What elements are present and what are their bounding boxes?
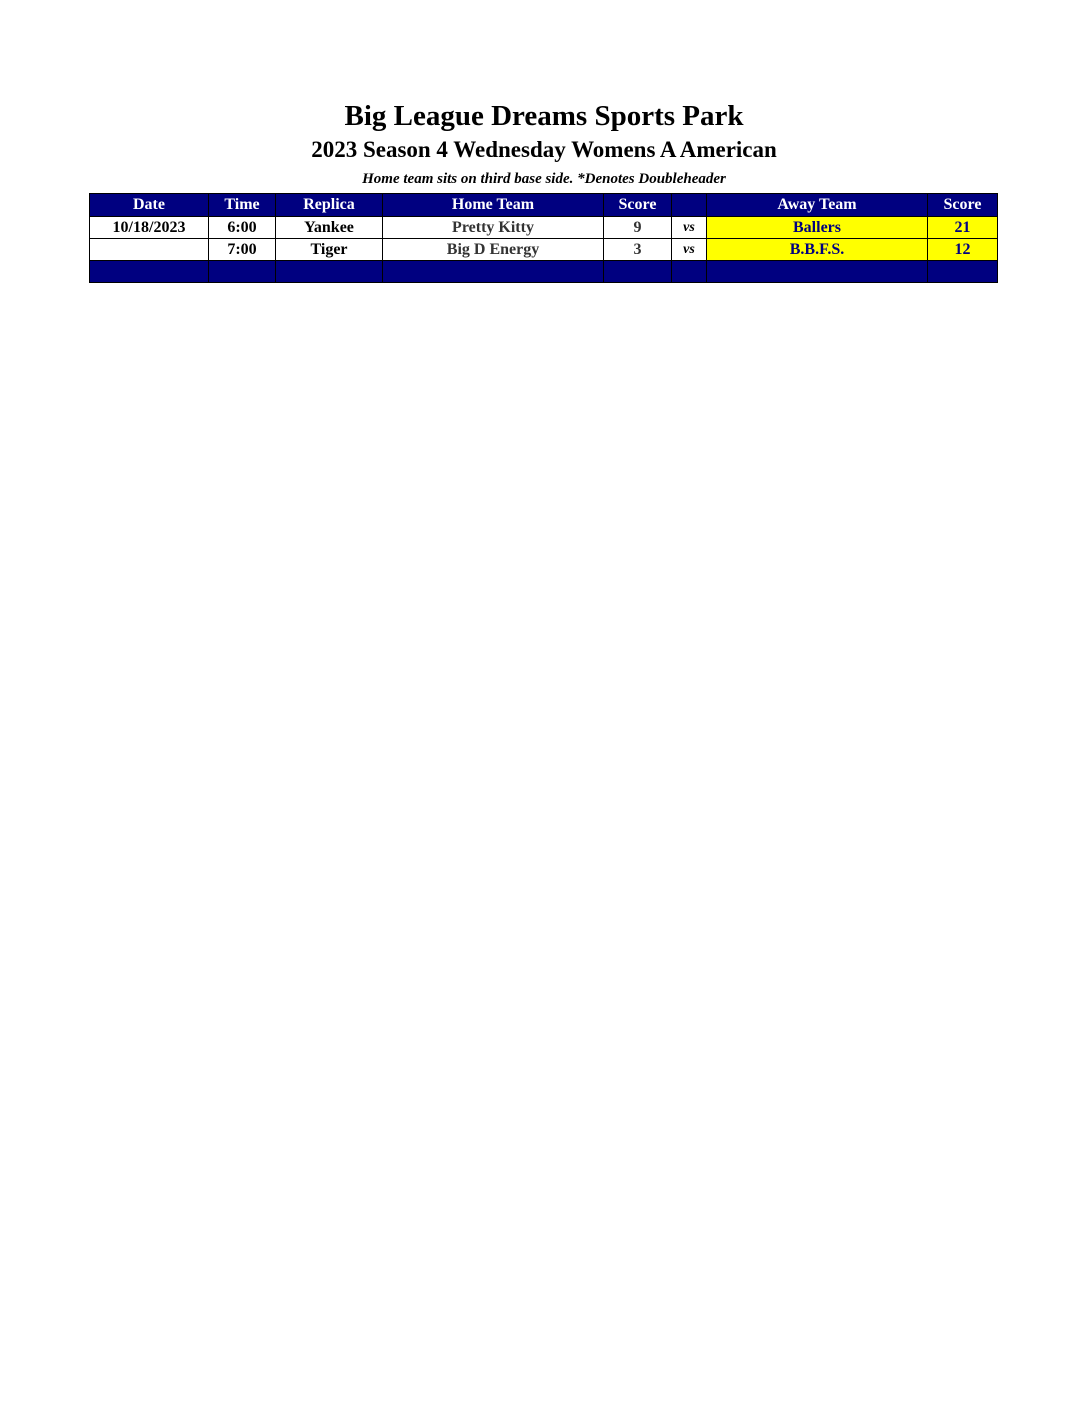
cell-away-score: 21 [928, 217, 998, 239]
column-header-time: Time [209, 194, 276, 217]
page-subtitle: 2023 Season 4 Wednesday Womens A American [311, 137, 777, 162]
cell-away-team: B.B.F.S. [707, 239, 928, 261]
footer-cell [383, 261, 604, 283]
column-header-away-score: Score [928, 194, 998, 217]
page-title: Big League Dreams Sports Park [344, 100, 744, 132]
cell-vs: vs [672, 217, 707, 239]
cell-home-team: Pretty Kitty [383, 217, 604, 239]
footer-cell [928, 261, 998, 283]
cell-home-score: 3 [604, 239, 672, 261]
cell-date: 10/18/2023 [90, 217, 209, 239]
cell-time: 6:00 [209, 217, 276, 239]
footer-cell [209, 261, 276, 283]
cell-vs: vs [672, 239, 707, 261]
footer-cell [604, 261, 672, 283]
column-header-home-team: Home Team [383, 194, 604, 217]
cell-home-team: Big D Energy [383, 239, 604, 261]
column-header-replica: Replica [276, 194, 383, 217]
table-footer-row [90, 261, 998, 283]
column-header-away-team: Away Team [707, 194, 928, 217]
schedule-note: Home team sits on third base side. *Denotes Doubleheader [362, 171, 726, 187]
cell-home-score: 9 [604, 217, 672, 239]
table-row [90, 217, 998, 239]
footer-cell [90, 261, 209, 283]
cell-date [90, 239, 209, 261]
table-header-row [90, 194, 998, 217]
footer-cell [276, 261, 383, 283]
column-header-vs [672, 194, 707, 217]
footer-cell [707, 261, 928, 283]
schedule-table [89, 193, 998, 283]
cell-away-score: 12 [928, 239, 998, 261]
cell-replica: Tiger [276, 239, 383, 261]
cell-replica: Yankee [276, 217, 383, 239]
column-header-home-score: Score [604, 194, 672, 217]
table-row [90, 239, 998, 261]
column-header-date: Date [90, 194, 209, 217]
cell-away-team: Ballers [707, 217, 928, 239]
cell-time: 7:00 [209, 239, 276, 261]
footer-cell [672, 261, 707, 283]
